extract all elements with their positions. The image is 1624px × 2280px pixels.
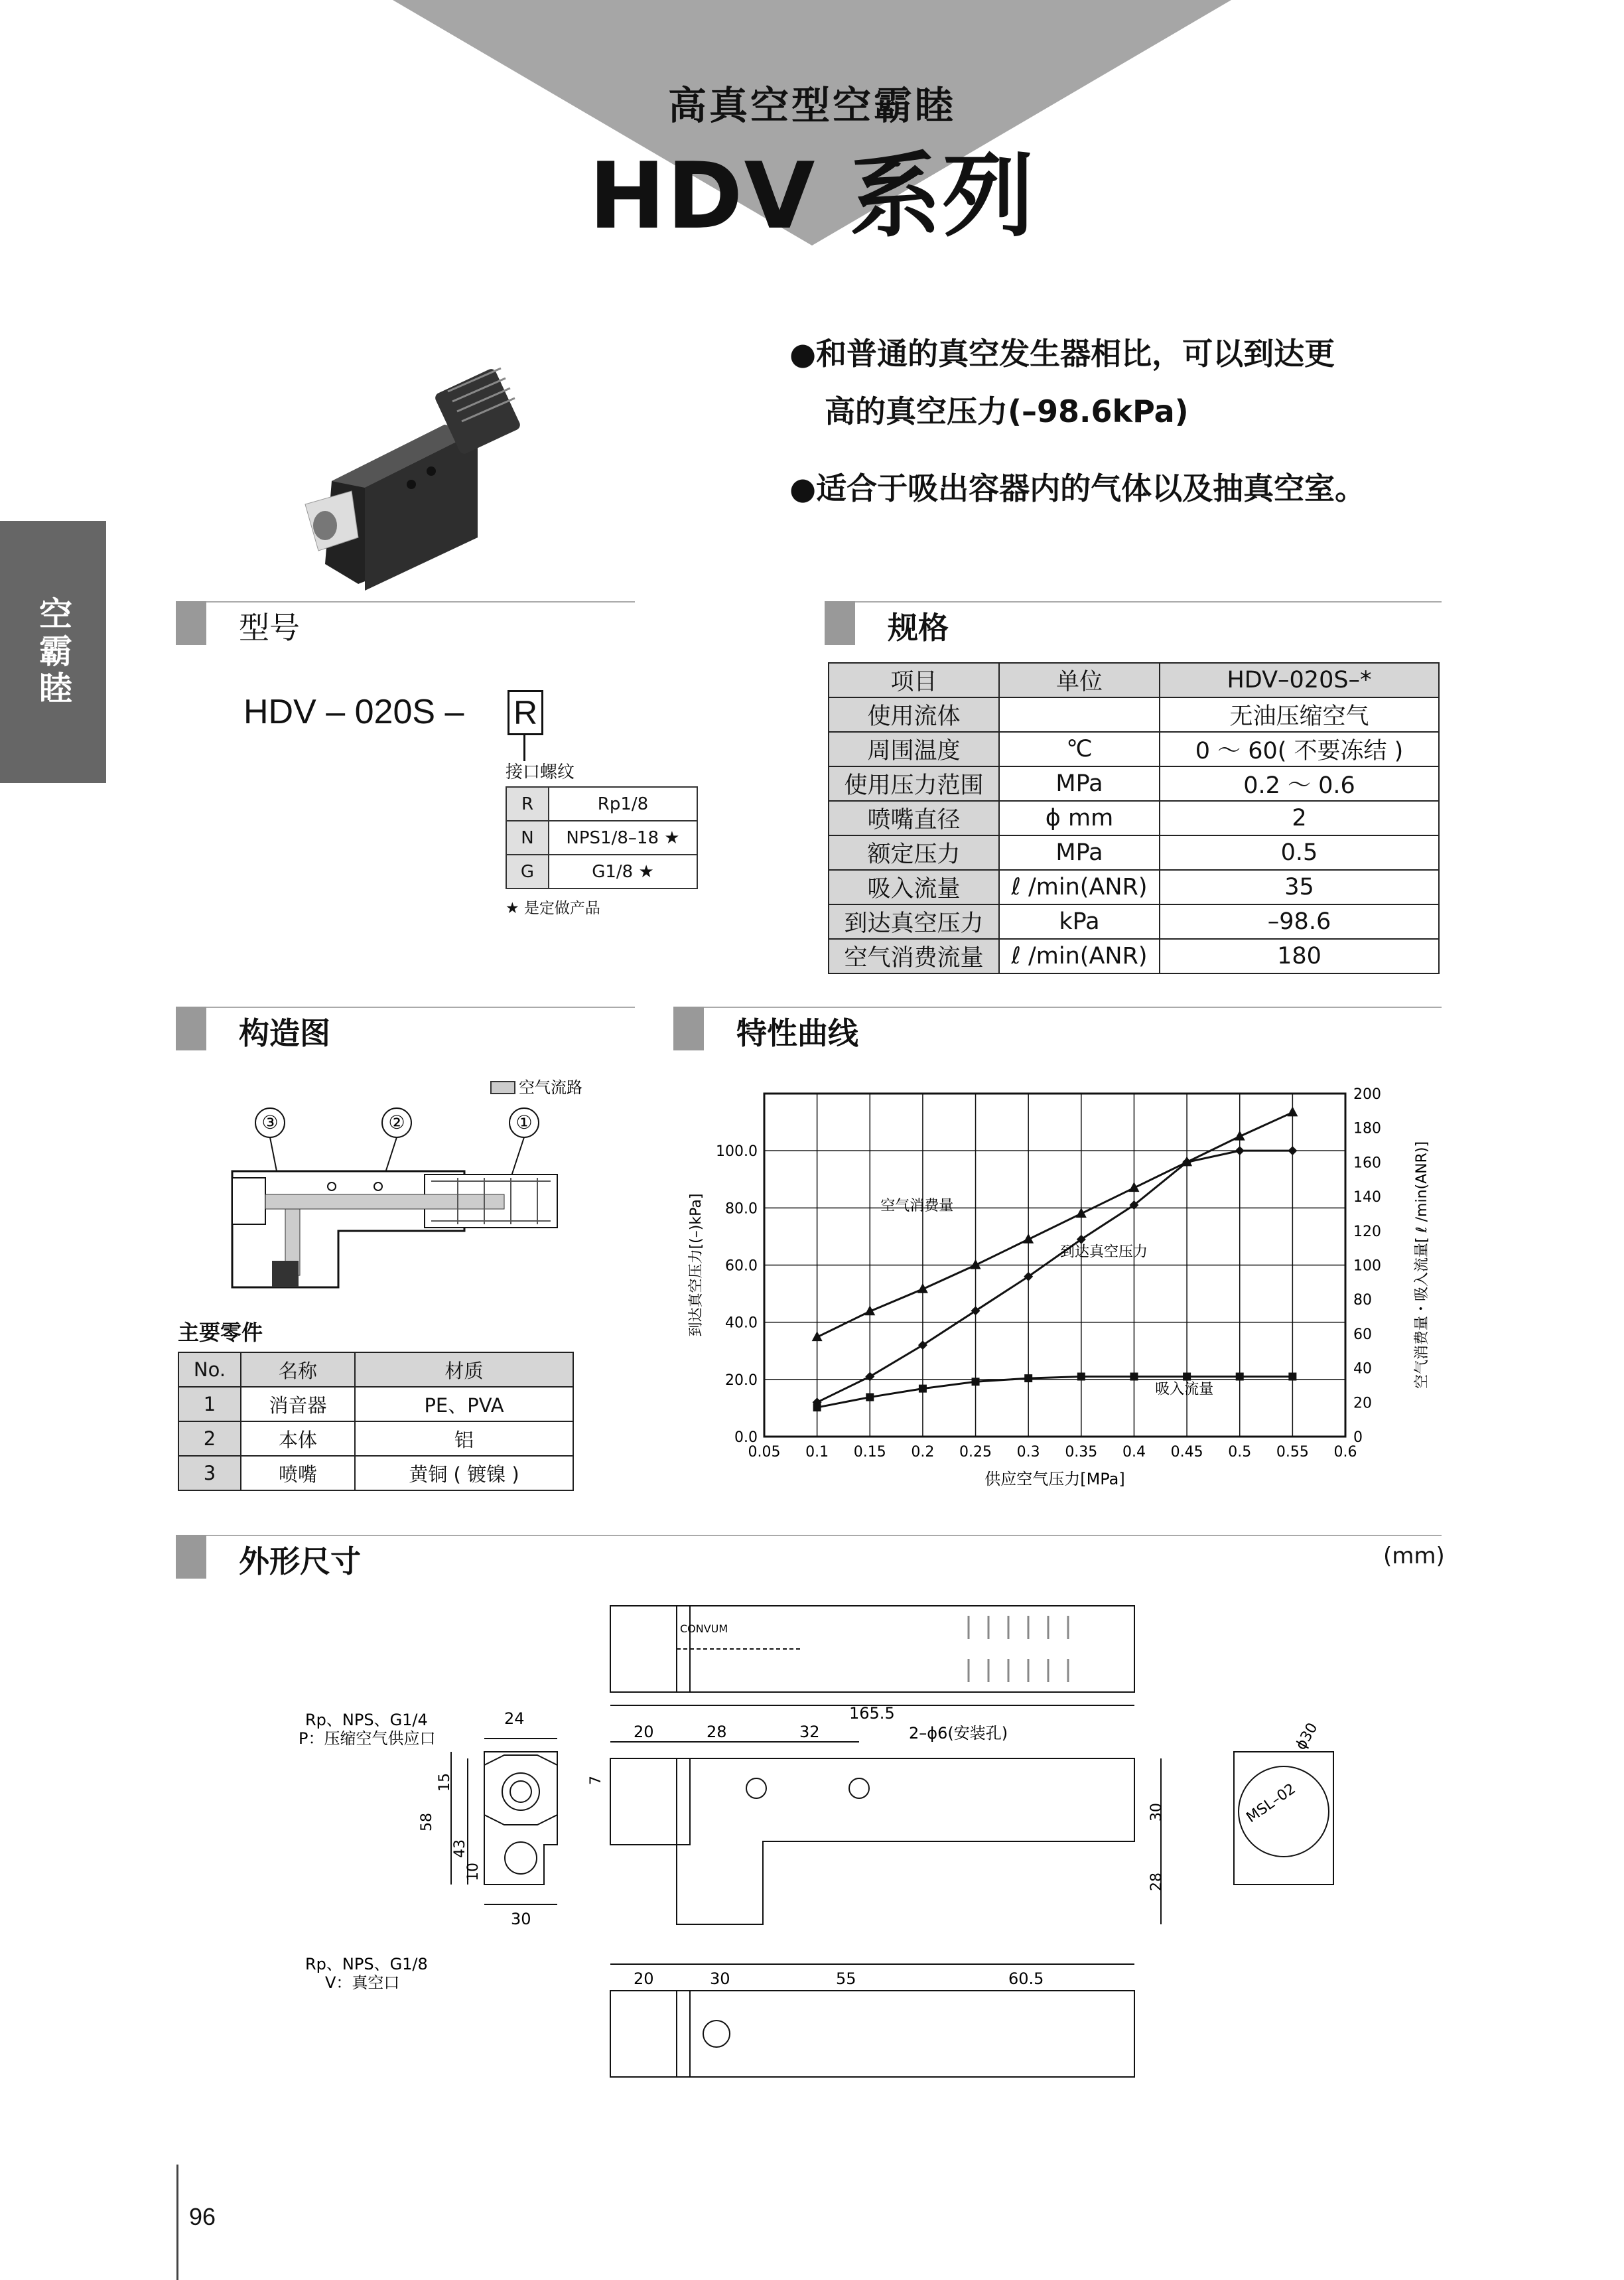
spec-unit: ϕ mm [999, 801, 1160, 835]
dim-30-bottom: 30 [511, 1910, 531, 1928]
curve-section-marker [673, 1007, 704, 1050]
spec-value: 180 [1160, 939, 1439, 973]
spec-value: 无油压缩空气 [1160, 697, 1439, 732]
thread-value: NPS1/8–18 ★ [549, 821, 697, 855]
parts-header: 名称 [241, 1352, 355, 1387]
x-tick-label: 0.35 [1065, 1444, 1098, 1461]
y-left-tick-label: 0.0 [734, 1429, 758, 1446]
series-label-suction: 吸入流量 [1155, 1381, 1214, 1398]
feature-line-2: 高的真空压力(–98.6kPa) [825, 393, 1189, 429]
spec-value: 0.5 [1160, 835, 1439, 870]
thread-table [506, 786, 698, 889]
characteristic-chart [677, 1082, 1446, 1506]
spec-section-title: 规格 [888, 610, 949, 646]
y-right-tick-label: 20 [1353, 1395, 1372, 1412]
y-left-tick-label: 100.0 [716, 1143, 758, 1161]
y-right-tick-label: 160 [1353, 1155, 1381, 1172]
thread-value: Rp1/8 [549, 787, 697, 821]
y-right-tick-label: 40 [1353, 1360, 1372, 1378]
dim-58: 58 [419, 1813, 435, 1831]
dim-43: 43 [452, 1839, 468, 1858]
x-tick-label: 0.1 [805, 1444, 829, 1461]
x-tick-label: 0.6 [1333, 1444, 1357, 1461]
spec-header: 项目 [829, 663, 999, 697]
feature-line-1: ●和普通的真空发生器相比，可以到达更 [789, 336, 1335, 372]
spec-unit: MPa [999, 766, 1160, 801]
spec-value: 0 ～ 60( 不要冻结 ) [1160, 732, 1439, 766]
air-path-legend: 空气流路 [519, 1078, 582, 1097]
spec-section-marker [825, 601, 855, 645]
y-left-tick-label: 60.0 [725, 1257, 758, 1275]
spec-unit: kPa [999, 904, 1160, 939]
dimensions-section-title: 外形尺寸 [239, 1543, 361, 1579]
title-en: HDV 系列 [588, 143, 1036, 249]
parts-header: No. [178, 1352, 241, 1387]
model-code: HDV – 020S – [243, 693, 464, 731]
series-point [972, 1378, 980, 1386]
unit-label: (mm) [1383, 1543, 1445, 1569]
title-cn: 高真空型空霸睦 [667, 83, 956, 128]
thread-code: G [506, 855, 549, 889]
page-number: 96 [189, 2203, 216, 2230]
y-right-tick-label: 60 [1353, 1326, 1372, 1343]
callout-2: ② [388, 1111, 405, 1133]
series-label-vacuum: 到达真空压力 [1059, 1244, 1148, 1261]
dimensions-section-rule [176, 1535, 1442, 1536]
series-label-air: 空气消费量 [880, 1197, 954, 1214]
spec-item: 吸入流量 [829, 870, 999, 904]
parts-name: 本体 [241, 1421, 355, 1456]
port-p-spec: Rp、NPS、G1/4 [305, 1711, 428, 1729]
dim-20-bottom: 20 [634, 1969, 654, 1988]
dim-24: 24 [504, 1709, 525, 1728]
structure-section-marker [176, 1007, 206, 1050]
spec-item: 使用流体 [829, 697, 999, 732]
spec-unit: ℓ /min(ANR) [999, 939, 1160, 973]
spec-value: 0.2 ～ 0.6 [1160, 766, 1439, 801]
spec-item: 喷嘴直径 [829, 801, 999, 835]
page-number-rule [176, 2165, 178, 2280]
product-photo [279, 338, 571, 591]
model-section-title: 型号 [239, 610, 300, 646]
spec-value: 35 [1160, 870, 1439, 904]
dim-55: 55 [836, 1969, 856, 1988]
parts-name: 喷嘴 [241, 1456, 355, 1490]
y-right-tick-label: 0 [1353, 1429, 1363, 1446]
spec-value: 2 [1160, 801, 1439, 835]
dim-7: 7 [588, 1776, 604, 1785]
spec-item: 使用压力范围 [829, 766, 999, 801]
parts-material: 黄铜 ( 镀镍 ) [355, 1456, 573, 1490]
parts-title: 主要零件 [178, 1320, 263, 1345]
series-point [1077, 1373, 1085, 1381]
callout-3: ③ [261, 1111, 279, 1133]
spec-unit: ℓ /min(ANR) [999, 870, 1160, 904]
series-point [1288, 1373, 1296, 1381]
dim-28-right: 28 [1148, 1873, 1165, 1891]
y-left-tick-label: 40.0 [725, 1315, 758, 1332]
spec-value: –98.6 [1160, 904, 1439, 939]
series-point [1236, 1373, 1244, 1381]
parts-name: 消音器 [241, 1387, 355, 1421]
y-right-tick-label: 180 [1353, 1120, 1381, 1137]
parts-material: PE、PVA [355, 1387, 573, 1421]
port-v-label: V：真空口 [325, 1973, 400, 1992]
diameter-label: ϕ30 [1292, 1720, 1321, 1753]
spec-section-rule [825, 601, 1442, 603]
x-tick-label: 0.25 [959, 1444, 992, 1461]
thread-code: R [506, 787, 549, 821]
model-section-marker [176, 601, 206, 645]
thread-leader-line [523, 733, 525, 761]
dim-32: 32 [799, 1723, 820, 1741]
spec-header: 单位 [999, 663, 1160, 697]
callout-1: ① [515, 1111, 533, 1133]
model-section-rule [176, 601, 635, 603]
series-point [919, 1385, 927, 1393]
dim-30-lower: 30 [710, 1969, 730, 1988]
spec-item: 空气消费流量 [829, 939, 999, 973]
x-tick-label: 0.15 [853, 1444, 886, 1461]
parts-header: 材质 [355, 1352, 573, 1387]
dim-30-right: 30 [1148, 1803, 1165, 1821]
dim-60-5: 60.5 [1008, 1969, 1044, 1988]
thread-label: 接口螺纹 [506, 762, 575, 782]
y-left-tick-label: 20.0 [725, 1372, 758, 1389]
dim-28: 28 [707, 1723, 727, 1741]
y-left-tick-label: 80.0 [725, 1200, 758, 1218]
model-thread-code: R [508, 690, 543, 735]
series-point [813, 1403, 821, 1411]
y-right-axis-label: 空气消费量・吸入流量[ ℓ /min(ANR)] [1414, 1141, 1430, 1389]
spec-header: HDV–020S–* [1160, 663, 1439, 697]
dim-20: 20 [634, 1723, 654, 1741]
parts-material: 铝 [355, 1421, 573, 1456]
parts-no: 1 [178, 1387, 241, 1421]
brand-text: CONVUM [680, 1622, 728, 1635]
spec-unit: ℃ [999, 732, 1160, 766]
sidebar-label: 空霸睦 [34, 596, 72, 708]
dim-165-5: 165.5 [849, 1704, 895, 1723]
x-tick-label: 0.3 [1016, 1444, 1040, 1461]
curve-section-rule [673, 1007, 1442, 1008]
dim-10: 10 [465, 1863, 482, 1881]
series-point [1183, 1373, 1191, 1381]
y-left-axis-label: 到达真空压力[(–)kPa] [688, 1193, 705, 1337]
mount-holes-label: 2–ϕ6(安装孔) [909, 1724, 1008, 1743]
dimension-drawing [285, 1593, 1479, 2110]
spec-table [828, 662, 1440, 974]
dim-15: 15 [437, 1773, 453, 1792]
port-p-label: P：压缩空气供应口 [299, 1729, 436, 1748]
parts-no: 2 [178, 1421, 241, 1456]
spec-unit [999, 697, 1160, 732]
spec-item: 到达真空压力 [829, 904, 999, 939]
x-tick-label: 0.2 [911, 1444, 935, 1461]
y-right-tick-label: 80 [1353, 1292, 1372, 1309]
thread-code: N [506, 821, 549, 855]
x-tick-label: 0.55 [1276, 1444, 1309, 1461]
x-tick-label: 0.05 [748, 1444, 781, 1461]
y-right-tick-label: 140 [1353, 1189, 1381, 1206]
spec-unit: MPa [999, 835, 1160, 870]
structure-diagram [219, 1068, 597, 1294]
curve-section-title: 特性曲线 [736, 1015, 858, 1051]
x-tick-label: 0.45 [1170, 1444, 1203, 1461]
x-tick-label: 0.4 [1122, 1444, 1146, 1461]
thread-value: G1/8 ★ [549, 855, 697, 889]
parts-table [178, 1352, 574, 1491]
spec-item: 周围温度 [829, 732, 999, 766]
custom-note: ★ 是定做产品 [506, 900, 600, 917]
feature-line-3: ●适合于吸出容器内的气体以及抽真空室。 [789, 470, 1366, 506]
y-right-tick-label: 100 [1353, 1257, 1381, 1275]
y-right-tick-label: 120 [1353, 1223, 1381, 1240]
structure-section-title: 构造图 [239, 1015, 330, 1051]
x-tick-label: 0.5 [1228, 1444, 1252, 1461]
dimensions-section-marker [176, 1535, 206, 1579]
series-point [1130, 1373, 1138, 1381]
series-point [866, 1393, 874, 1401]
parts-no: 3 [178, 1456, 241, 1490]
spec-item: 额定压力 [829, 835, 999, 870]
x-axis-label: 供应空气压力[MPa] [984, 1470, 1125, 1488]
muffler-label: MSL–02 [1243, 1780, 1299, 1827]
series-point [1024, 1374, 1032, 1382]
structure-section-rule [176, 1007, 635, 1008]
port-v-spec: Rp、NPS、G1/8 [305, 1955, 428, 1973]
y-right-tick-label: 200 [1353, 1086, 1381, 1103]
